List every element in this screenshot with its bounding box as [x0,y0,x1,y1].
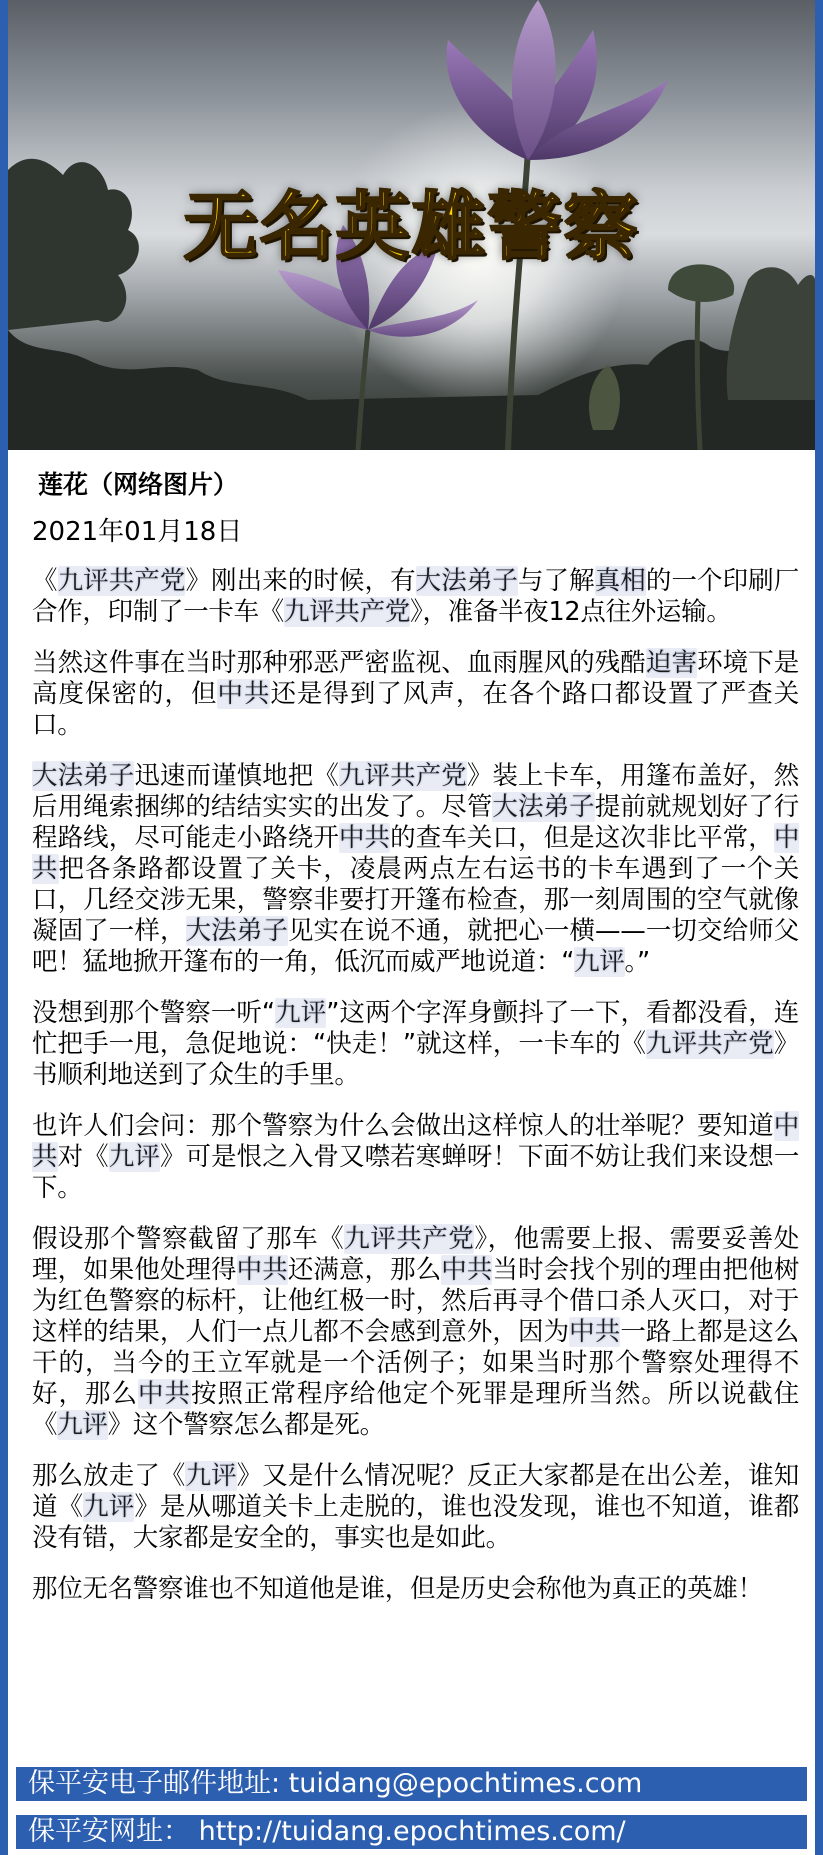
text-run: 。” [624,947,650,977]
text-run: 的查车关口，但是这次非比平常， [390,823,774,853]
highlighted-term: 中共 [441,1255,493,1285]
highlighted-term: 大法弟子 [415,566,518,596]
highlighted-term: 九评 [185,1461,237,1491]
text-run: 》，他需要上报、需要妥善处理，如果他处理得 [32,1224,799,1285]
highlighted-term: 中共 [569,1317,621,1347]
hero-title: 无名英雄警察 [183,184,640,270]
text-run: 还是得到了风声，在各个路口都设置了严查关口。 [32,679,799,740]
text-run: 》又是什么情况呢？反正大家都是在出公差，谁知道《 [32,1461,800,1522]
text-run: 》可是恨之入骨又噤若寒蝉呀！下面不妨让我们来设想一下。 [32,1142,800,1203]
highlighted-term: 中共 [338,823,391,853]
text-run: 与了解 [517,566,595,596]
text-run: 见实在说不通，就把心一横——一切交给师父吧！猛地掀开篷布的一角，低沉而威严地说道：“ [32,916,799,977]
text-run: 那么放走了《 [32,1461,186,1491]
article-date: 2021年01月18日 [32,517,243,547]
text-run: 把各条路都设置了关卡，凌晨两点左右运书的卡车遇到了一个关口，几经交涉无果，警察非要打开篷布检查，那一刻周围的空气就像凝固了一样， [32,854,799,946]
article-paragraph [32,998,799,1091]
text-run: 》刚出来的时候，有 [185,566,416,596]
article-paragraph [32,1224,799,1441]
image-caption: 莲花（网络图片） [38,470,239,499]
highlighted-term: 九评 [57,1410,108,1440]
highlighted-term: 迫害 [645,648,698,678]
highlighted-term: 九评 [274,998,327,1028]
highlighted-term: 九评共产党 [57,566,186,596]
article-paragraph [32,761,799,978]
highlighted-term: 真相 [594,566,646,596]
text-run: 》这个警察怎么都是死。 [107,1410,385,1440]
text-run: 的一个印刷厂合作，印制了一卡车《 [32,566,799,627]
article-paragraph [32,1111,799,1204]
article-body [8,450,815,1605]
text-run: 那位无名警察谁也不知道他是谁，但是历史会称他为真正的英雄！ [32,1574,763,1604]
article-paragraph [32,1461,799,1554]
highlighted-term: 九评共产党 [344,1224,475,1254]
highlighted-term: 九评共产党 [284,597,411,627]
text-run: 按照正常程序给他定个死罪是理所当然。所以说截住《 [32,1379,799,1440]
text-run: 还满意，那么 [287,1255,442,1285]
highlighted-term: 中共 [137,1379,191,1409]
text-run: 《 [32,566,58,596]
text-run: 》书顺利地送到了众生的手里。 [32,1029,799,1090]
text-run: 迅速而谨慎地把《 [134,761,339,791]
highlighted-term: 大法弟子 [185,916,288,946]
highlighted-term: 中共 [217,679,271,709]
highlighted-term: 九评 [108,1142,160,1172]
text-run: 假设那个警察截留了那车《 [32,1224,345,1254]
highlighted-term: 大法弟子 [32,761,135,791]
text-run: 》，准备半夜12点往外运输。 [410,597,732,627]
article-paragraph [32,1574,799,1605]
highlighted-term: 中共 [236,1255,288,1285]
text-run: 对《 [57,1142,109,1172]
footer-email-bar: 保平安电子邮件地址: tuidang@epochtimes.com [16,1767,807,1801]
text-run: 提前就规划好了行程路线，尽可能走小路绕开 [32,792,799,853]
highlighted-term: 九评 [574,947,625,977]
text-run: 当然这件事在当时那种邪恶严密监视、血雨腥风的残酷 [32,648,646,678]
article-paragraph [32,566,799,628]
article-paragraphs [24,566,799,1605]
footer-website-bar: 保平安网址： http://tuidang.epochtimes.com/ [16,1815,807,1849]
highlighted-term: 中共 [32,823,800,884]
text-run: 当时会找个别的理由把他树为红色警察的标杆，让他红极一时，然后再寻个借口杀人灭口，对于这样的结果，人们一点儿都不会感到意外，因为 [32,1255,800,1347]
highlighted-term: 九评共产党 [646,1029,774,1059]
text-run: 一路上都是这么干的，当今的王立军就是一个活例子；如果当时那个警察处理得不好，那么 [32,1317,800,1409]
highlighted-term: 大法弟子 [492,792,595,822]
text-run: 环境下是高度保密的，但 [32,648,799,709]
highlighted-term: 九评共产党 [338,761,467,791]
highlighted-term: 九评 [83,1492,135,1522]
text-run: 没想到那个警察一听“ [32,998,275,1028]
highlighted-term: 中共 [32,1111,799,1172]
article-paragraph [32,648,799,741]
text-run: 也许人们会问：那个警察为什么会做出这样惊人的壮举呢？要知道 [32,1111,774,1141]
text-run: ”这两个字浑身颤抖了一下，看都没看，连忙把手一甩，急促地说：“快走！”就这样，一卡车的《 [32,998,799,1059]
text-run: 》装上卡车，用篷布盖好，然后用绳索捆绑的结结实实的出发了。尽管 [32,761,799,822]
hero-image [8,0,815,450]
text-run: 》是从哪道关卡上走脱的，谁也没发现，谁也不知道，谁都没有错，大家都是安全的，事实也是如此。 [32,1492,800,1553]
